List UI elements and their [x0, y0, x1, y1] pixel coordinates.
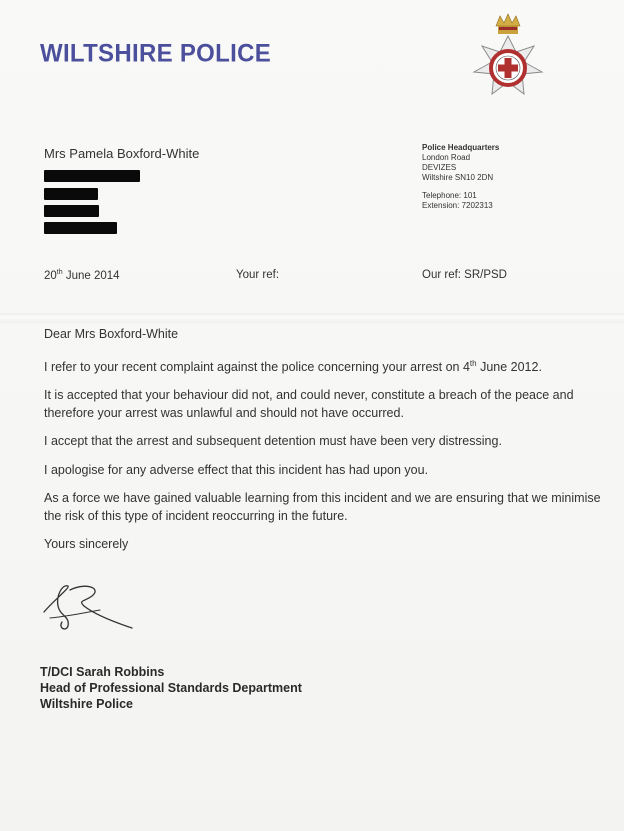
hq-extension: Extension: 7202313: [422, 201, 493, 210]
police-star-crest-icon: [466, 12, 550, 108]
letter-date: 20th June 2014: [44, 269, 120, 282]
hq-line: Wiltshire SN10 2DN: [422, 173, 494, 182]
paragraph: I apologise for any adverse effect that this incident has had upon you.: [44, 462, 429, 477]
redaction-bar: [44, 170, 140, 182]
paper-fold: [0, 313, 624, 323]
hq-address-block: [422, 143, 499, 211]
signer-org: Wiltshire Police: [40, 697, 133, 711]
paragraph: It is accepted that your behaviour did not, and could never, constitute a breach of the peace and therefore your arrest was unlawful and should not have occurred.: [44, 388, 574, 420]
hq-title: Police Headquarters: [422, 143, 500, 152]
redaction-bar: [44, 205, 99, 217]
recipient-name: Mrs Pamela Boxford-White: [44, 146, 200, 161]
hq-line: DEVIZES: [422, 163, 457, 172]
signer-name: T/DCI Sarah Robbins: [40, 665, 165, 679]
paragraph: I accept that the arrest and subsequent detention must have been very distressing.: [44, 434, 502, 449]
redaction-bar: [44, 222, 117, 234]
paragraph: I refer to your recent complaint against the police concerning your arrest on 4th June 2012.: [44, 358, 542, 374]
hq-line: London Road: [422, 153, 471, 162]
handwritten-signature: [40, 582, 140, 634]
hq-telephone: Telephone: 101: [422, 191, 477, 200]
signature-block: [40, 664, 302, 712]
paragraph: As a force we have gained valuable learning from this incident and we are ensuring that we minimise the risk of this type of incident reoccurring in the future.: [44, 491, 601, 523]
salutation: Dear Mrs Boxford-White: [44, 327, 179, 341]
our-ref: Our ref: SR/PSD: [422, 269, 507, 281]
signer-title: Head of Professional Standards Department: [40, 681, 302, 695]
redaction-bar: [44, 188, 98, 200]
crown-icon: [496, 14, 520, 34]
letter-body: [44, 326, 604, 565]
your-ref: Your ref:: [236, 269, 280, 281]
letterhead-brand: WILTSHIRE POLICE: [40, 39, 272, 68]
closing: Yours sincerely: [44, 537, 129, 552]
